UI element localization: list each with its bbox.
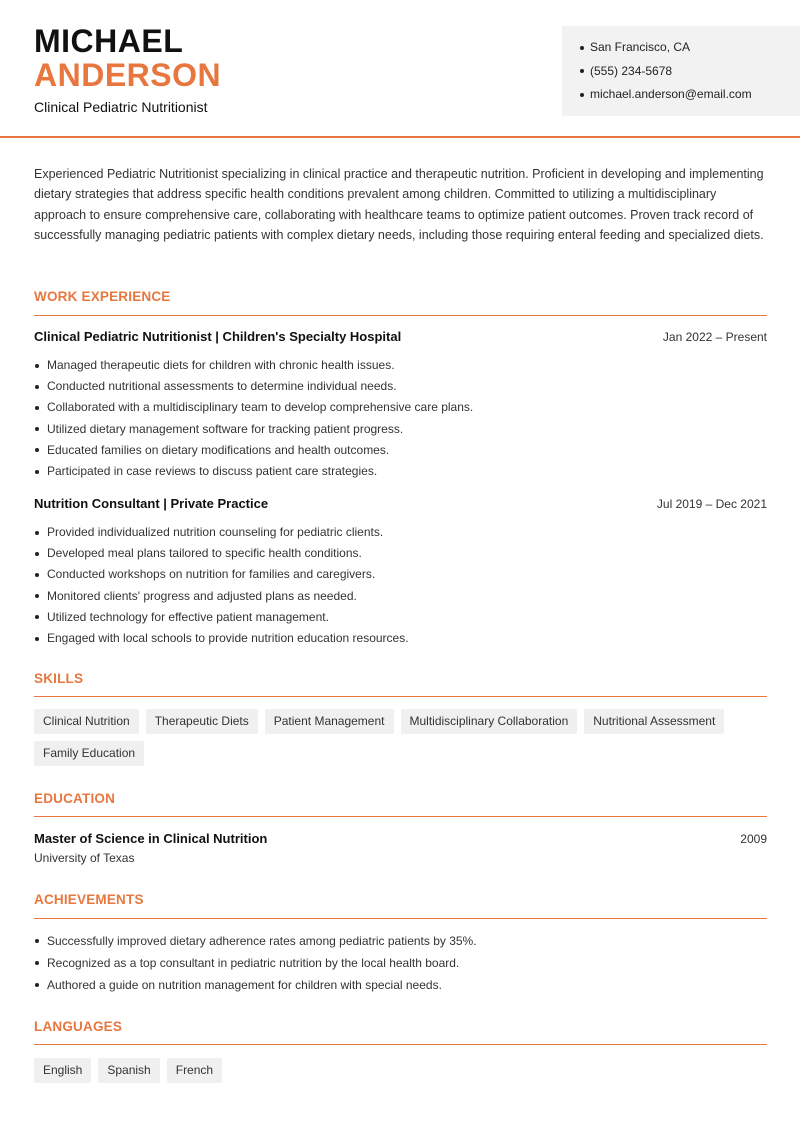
location-text: San Francisco, CA — [590, 40, 691, 54]
list-item — [34, 376, 767, 397]
bullet-icon — [35, 385, 39, 389]
section-divider — [34, 918, 767, 919]
contact-box — [562, 26, 800, 116]
achievement-text: Successfully improved dietary adherence rates among pediatric patients by 35%. — [47, 934, 477, 948]
skills-heading: SKILLS — [34, 671, 84, 686]
bullet-icon — [35, 470, 39, 474]
skill-tag: Nutritional Assessment — [584, 709, 724, 734]
bullet-text: Utilized technology for effective patient management. — [47, 609, 329, 624]
job-dates: Jan 2022 – Present — [662, 330, 767, 344]
bullet-text: Collaborated with a multidisciplinary team to develop comprehensive care plans. — [47, 400, 474, 415]
contact-phone — [580, 60, 800, 84]
achievement-text: Recognized as a top consultant in pediatric nutrition by the local health board. — [47, 956, 460, 970]
bullet-icon — [35, 961, 39, 965]
bullet-text: Conducted nutritional assessments to determine individual needs. — [47, 379, 397, 394]
list-item — [34, 564, 767, 585]
bullet-icon — [35, 531, 39, 535]
section-divider — [34, 696, 767, 697]
summary-paragraph: Experienced Pediatric Nutritionist specializing in clinical practice and therapeutic nutrition. Proficient in developing and implementing dietary strategies that address specific health conditions prevalent among children. Committed to utilizing a multidisciplinary approach to ensure comprehensive care, collaborating with healthcare teams to optimize patient outcomes. Proven track record of successfully managing pediatric patients with complex dietary needs, including those requiring enteral feeding and specialized diets. — [34, 167, 764, 242]
bullet-text: Participated in case reviews to discuss patient care strategies. — [47, 463, 378, 478]
job-dates: Jul 2019 – Dec 2021 — [656, 497, 767, 511]
work-experience-heading: WORK EXPERIENCE — [34, 289, 171, 304]
bullet-text: Provided individualized nutrition counseling for pediatric clients. — [47, 525, 384, 539]
job-role: Nutrition Consultant | Private Practice — [34, 496, 269, 511]
phone-text: (555) 234-5678 — [590, 63, 673, 78]
bullet-icon — [35, 594, 39, 598]
bullet-text: Developed meal plans tailored to specific health conditions. — [47, 546, 362, 561]
degree: Master of Science in Clinical Nutrition — [34, 831, 268, 846]
bullet-icon — [35, 983, 39, 987]
bullet-icon — [580, 69, 584, 73]
list-item — [34, 952, 767, 974]
job-bullets — [34, 522, 767, 649]
language-tag: Spanish — [98, 1058, 159, 1083]
list-item — [34, 355, 767, 376]
section-divider — [34, 1044, 767, 1045]
list-item — [34, 930, 767, 952]
job-header — [34, 496, 767, 514]
list-item — [34, 397, 767, 418]
skill-tag: Patient Management — [265, 709, 394, 734]
section-divider — [34, 315, 767, 316]
language-tag: English — [34, 1058, 91, 1083]
list-item — [34, 607, 767, 628]
bullet-text: Conducted workshops on nutrition for families and caregivers. — [47, 567, 376, 582]
job-title: Clinical Pediatric Nutritionist — [34, 99, 208, 115]
email-text: michael.anderson@email.com — [590, 87, 752, 101]
bullet-icon — [580, 93, 584, 97]
education-entry — [34, 831, 767, 865]
skill-tag: Family Education — [34, 741, 144, 766]
list-item — [34, 419, 767, 440]
bullet-icon — [35, 552, 39, 556]
list-item — [34, 974, 767, 996]
education-header — [34, 831, 767, 846]
last-name: ANDERSON — [34, 57, 222, 93]
achievements-list — [34, 930, 767, 996]
education-heading: EDUCATION — [34, 791, 116, 806]
languages-heading: LANGUAGES — [34, 1019, 123, 1034]
school: University of Texas — [34, 851, 135, 865]
bullet-icon — [35, 427, 39, 431]
job-role: Clinical Pediatric Nutritionist | Children's Specialty Hospital — [34, 329, 402, 344]
skill-tag: Multidisciplinary Collaboration — [401, 709, 578, 734]
bullet-icon — [35, 364, 39, 368]
first-name: MICHAEL — [34, 23, 184, 59]
bullet-text: Educated families on dietary modifications and health outcomes. — [47, 442, 390, 457]
job-header — [34, 329, 767, 347]
list-item — [34, 586, 767, 607]
list-item — [34, 543, 767, 564]
list-item — [34, 461, 767, 482]
bullet-icon — [35, 573, 39, 577]
job-entry — [34, 329, 767, 482]
bullet-icon — [35, 406, 39, 410]
resume-header — [0, 0, 800, 138]
bullet-text: Managed therapeutic diets for children with chronic health issues. — [47, 358, 395, 372]
bullet-text: Utilized dietary management software for tracking patient progress. — [47, 421, 404, 436]
contact-email — [580, 83, 800, 107]
job-bullets — [34, 355, 767, 482]
list-item — [34, 522, 767, 543]
language-tag: French — [167, 1058, 222, 1083]
languages-list — [34, 1058, 767, 1083]
bullet-icon — [35, 939, 39, 943]
list-item — [34, 440, 767, 461]
bullet-text: Monitored clients' progress and adjusted plans as needed. — [47, 588, 357, 603]
bullet-icon — [35, 637, 39, 641]
skill-tag: Clinical Nutrition — [34, 709, 139, 734]
list-item — [34, 628, 767, 649]
achievement-text: Authored a guide on nutrition management for children with special needs. — [47, 978, 442, 992]
bullet-icon — [580, 46, 584, 50]
bullet-icon — [35, 448, 39, 452]
achievements-heading: ACHIEVEMENTS — [34, 892, 144, 907]
bullet-icon — [35, 615, 39, 619]
graduation-year: 2009 — [740, 832, 767, 846]
bullet-text: Engaged with local schools to provide nutrition education resources. — [47, 630, 409, 645]
section-divider — [34, 816, 767, 817]
skill-tag: Therapeutic Diets — [146, 709, 258, 734]
job-entry — [34, 496, 767, 649]
contact-location — [580, 36, 800, 60]
skills-list — [34, 709, 767, 766]
